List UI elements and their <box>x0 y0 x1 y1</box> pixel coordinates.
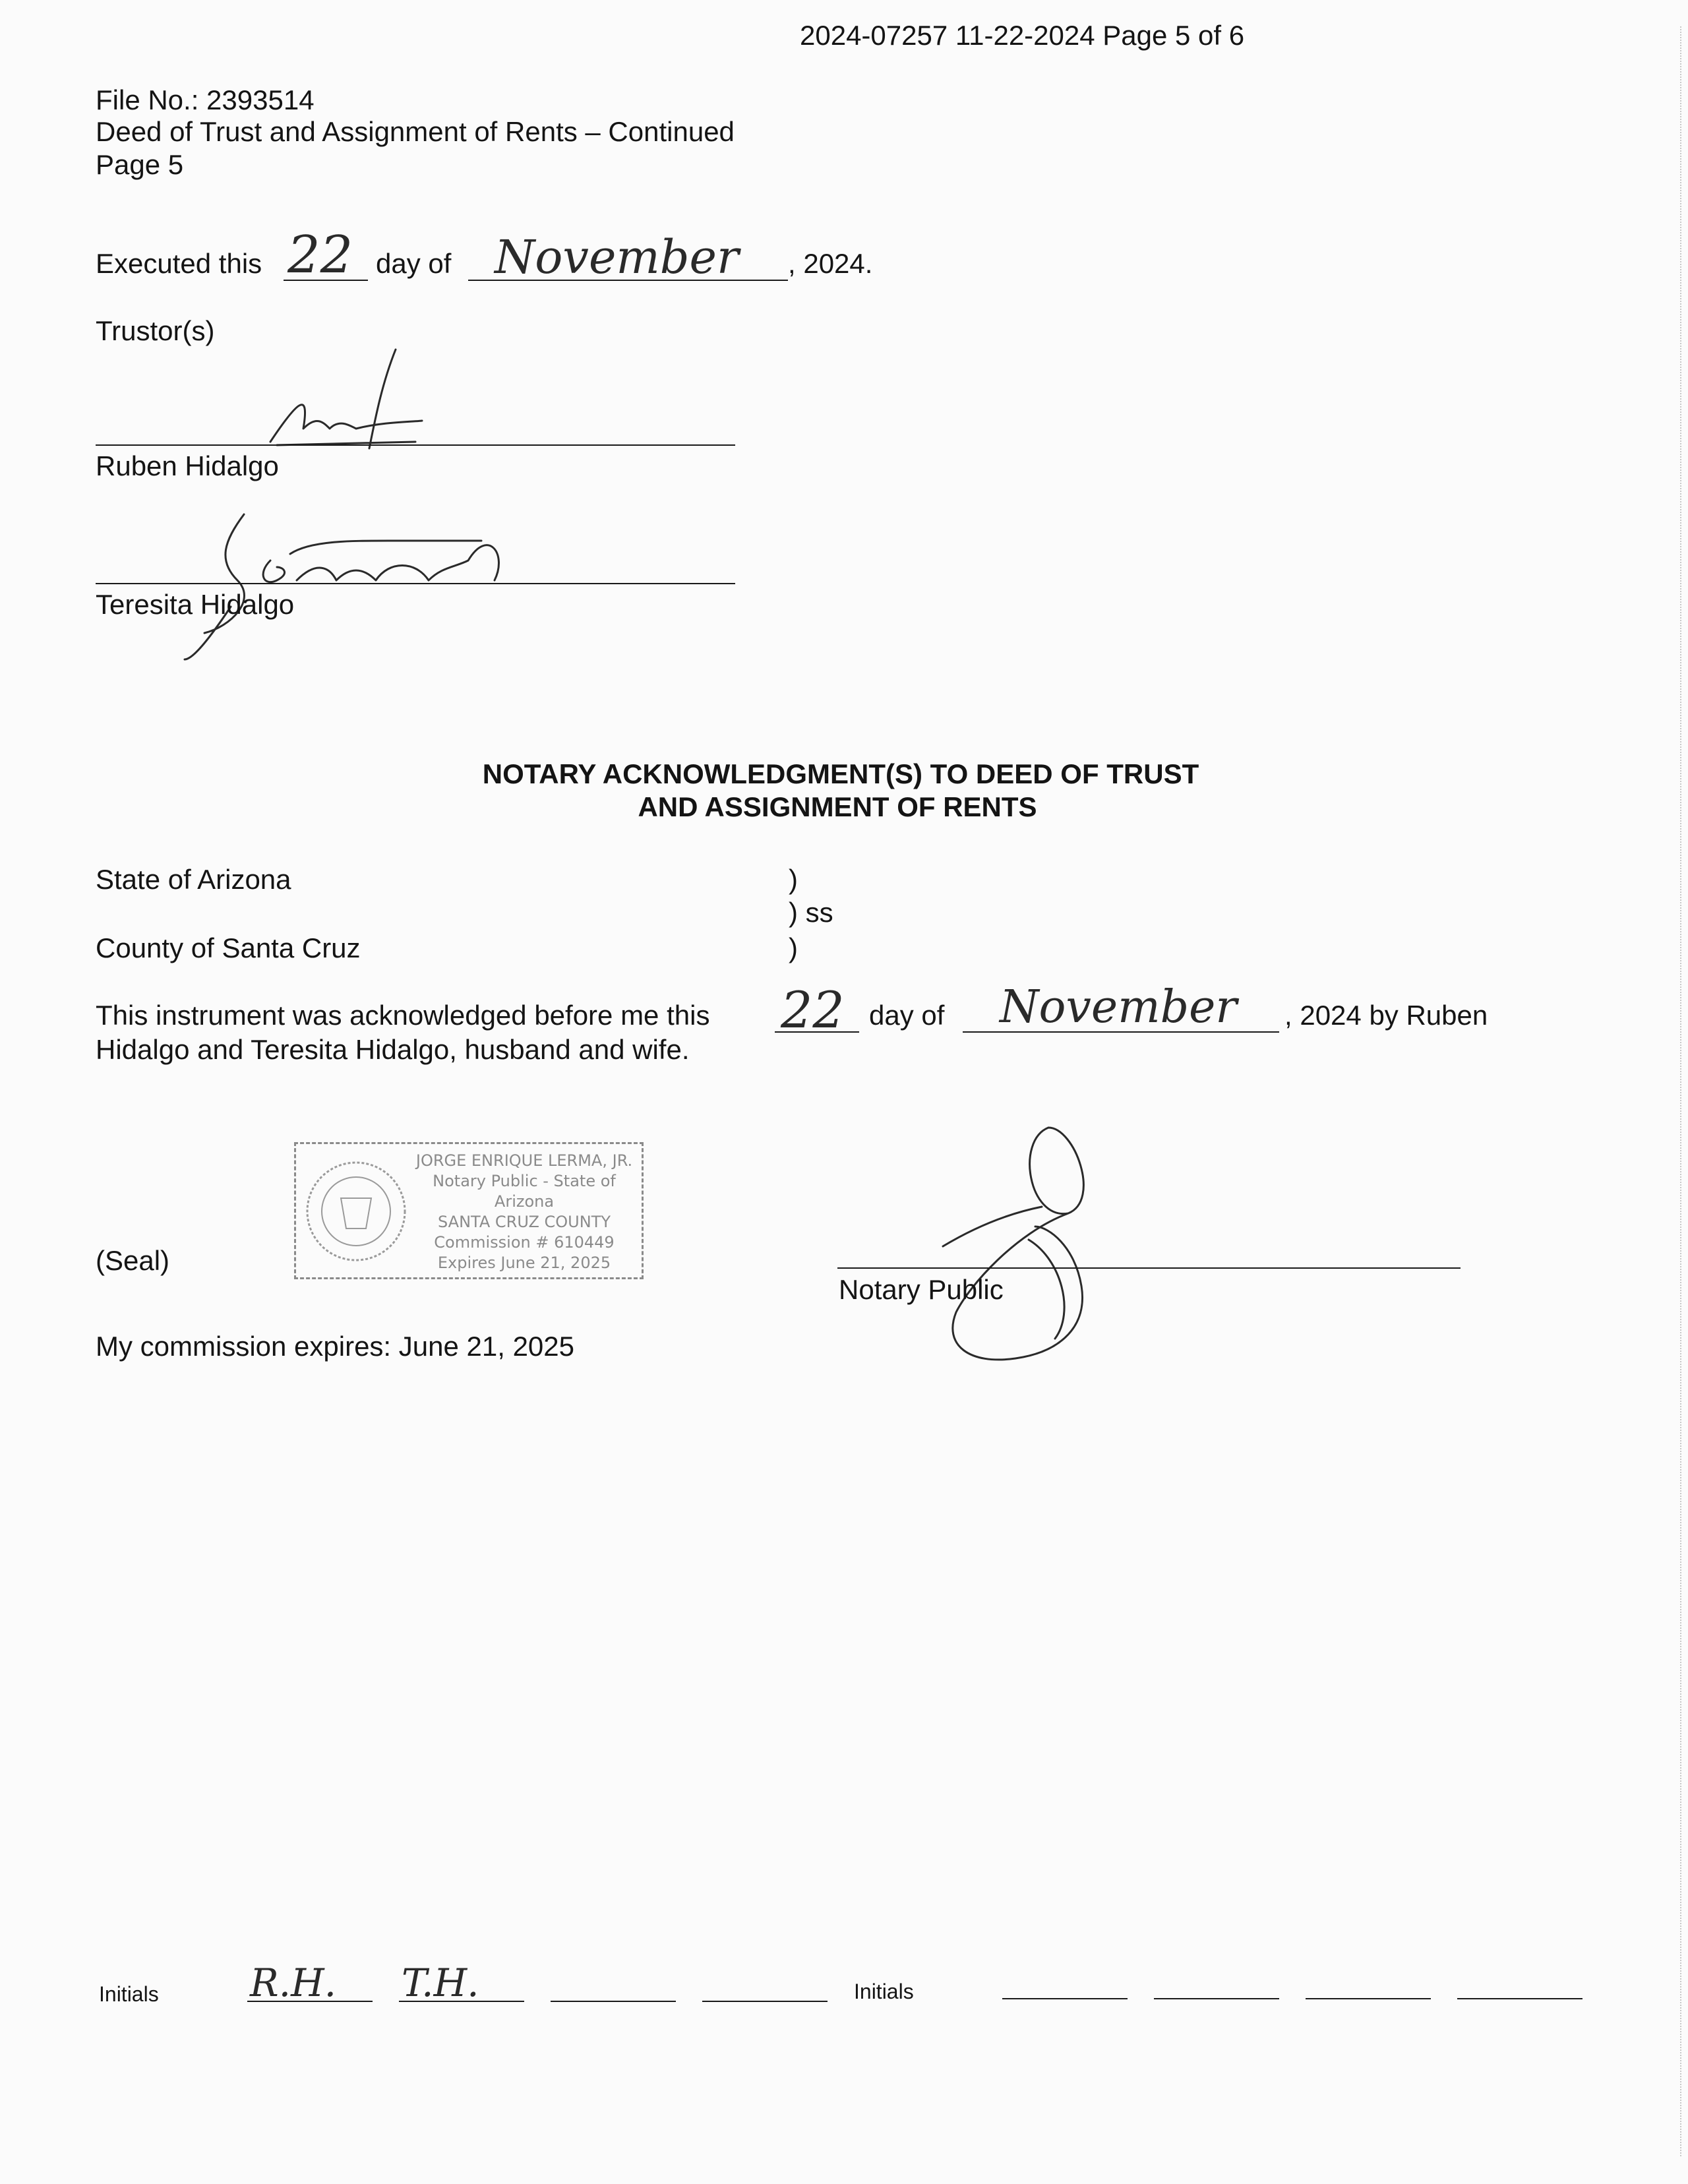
notary-signature-line <box>837 1267 1461 1269</box>
initials-blank-1 <box>247 2001 373 2002</box>
handwritten-ack-day <box>778 975 864 1044</box>
arizona-seal-emblem <box>300 1145 412 1277</box>
initials-label-left: Initials <box>99 1982 159 2006</box>
seal-line: Notary Public - State of Arizona <box>433 1172 616 1211</box>
scan-edge <box>1680 26 1683 2156</box>
trustor-name-2: Teresita Hidalgo <box>96 589 295 620</box>
trustors-label: Trustor(s) <box>96 315 215 346</box>
seal-line: SANTA CRUZ COUNTY <box>437 1213 611 1231</box>
notary-seal-stamp <box>294 1142 644 1279</box>
handwritten-day <box>284 221 369 290</box>
notary-public-label: Notary Public <box>839 1274 1004 1305</box>
initials-blank-5 <box>1002 1998 1128 1999</box>
handwritten-initials-2-text: T.H. <box>402 1960 479 2005</box>
signature-notary <box>917 1114 1154 1395</box>
seal-line: JORGE ENRIQUE LERMA, JR. <box>415 1151 633 1170</box>
signature-line-ruben <box>96 444 735 446</box>
seal-line: Commission # 610449 <box>434 1233 615 1252</box>
handwritten-day-text: 22 <box>287 226 353 285</box>
initials-blank-3 <box>551 2001 676 2002</box>
ack-suffix: , 2024 by Ruben <box>1284 1000 1488 1031</box>
handwritten-initials-1-text: R.H. <box>250 1960 337 2005</box>
seal-line: Expires June 21, 2025 <box>437 1254 611 1272</box>
file-number: File No.: 2393514 <box>96 84 315 115</box>
initials-blank-8 <box>1457 1998 1582 1999</box>
notary-heading-line2: AND ASSIGNMENT OF RENTS <box>638 791 1037 822</box>
executed-mid: day of <box>376 248 452 279</box>
county-label: County of Santa Cruz <box>96 932 361 963</box>
handwritten-initials-1 <box>247 1955 373 2011</box>
ack-line2: Hidalgo and Teresita Hidalgo, husband and wife. <box>96 1034 690 1065</box>
handwritten-ack-month <box>996 956 1259 1032</box>
initials-label-right: Initials <box>854 1980 914 2003</box>
executed-suffix: , 2024. <box>788 248 873 279</box>
venue-paren-bottom: ) <box>789 932 798 963</box>
handwritten-ack-month-text: November <box>1000 981 1237 1029</box>
venue-paren-top: ) <box>789 864 798 895</box>
trustor-name-1: Ruben Hidalgo <box>96 450 279 481</box>
initials-blank-4 <box>702 2001 828 2002</box>
seal-label: (Seal) <box>96 1245 170 1276</box>
handwritten-month-text: November <box>495 230 739 284</box>
commission-expires: My commission expires: June 21, 2025 <box>96 1331 574 1362</box>
state-label: State of Arizona <box>96 864 291 895</box>
venue-paren-ss: ) ss <box>789 897 833 928</box>
ack-prefix: This instrument was acknowledged before me this <box>96 1000 710 1031</box>
seal-text <box>412 1151 636 1273</box>
recording-stamp: 2024-07257 11-22-2024 Page 5 of 6 <box>800 20 1245 51</box>
initials-blank-7 <box>1306 1998 1431 1999</box>
ack-mid: day of <box>869 1000 945 1031</box>
handwritten-ack-day-text: 22 <box>781 981 845 1039</box>
notary-heading-line1: NOTARY ACKNOWLEDGMENT(S) TO DEED OF TRUST <box>482 758 1199 789</box>
executed-prefix: Executed this <box>96 248 262 279</box>
initials-blank-2 <box>399 2001 524 2002</box>
signature-line-teresita <box>96 583 735 584</box>
document-title: Deed of Trust and Assignment of Rents – Continued <box>96 116 735 147</box>
handwritten-initials-2 <box>399 1955 524 2011</box>
handwritten-month <box>488 224 765 287</box>
signature-ruben <box>251 336 448 458</box>
page-label: Page 5 <box>96 149 184 180</box>
initials-blank-6 <box>1154 1998 1279 1999</box>
